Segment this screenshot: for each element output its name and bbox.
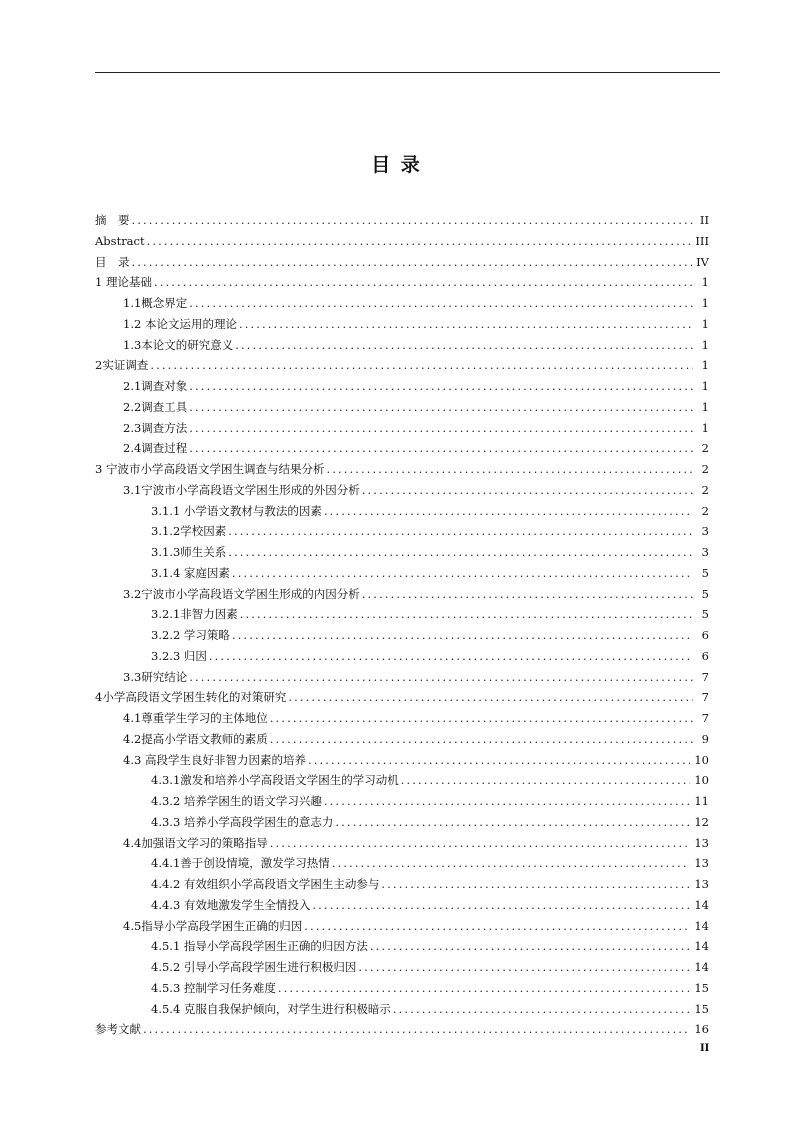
toc-entry[interactable]: [95, 1019, 709, 1040]
toc-dot-leader: [189, 397, 693, 418]
toc-entry[interactable]: [95, 252, 709, 273]
toc-entry-page: 7: [701, 669, 709, 684]
toc-entry[interactable]: [95, 916, 709, 937]
toc-dot-leader: [270, 833, 691, 854]
toc-entry-page: II: [699, 213, 709, 227]
page-title: 目 录: [371, 154, 422, 176]
toc-dot-leader: [324, 501, 693, 522]
toc-dot-leader: [189, 376, 693, 397]
page-number: II: [700, 1043, 710, 1054]
toc-entry[interactable]: [95, 584, 709, 605]
toc-entry[interactable]: [95, 770, 709, 791]
toc-entry[interactable]: [95, 397, 709, 418]
toc-entry[interactable]: [95, 625, 709, 646]
toc-entry[interactable]: [95, 999, 709, 1020]
toc-entry-label: 4.1尊重学生学习的主体地位: [123, 711, 268, 725]
toc-entry[interactable]: [95, 501, 709, 522]
toc-dot-leader: [288, 687, 693, 708]
toc-entry-label: 3.1宁波市小学高段语文学困生形成的外因分析: [123, 482, 360, 497]
toc-entry[interactable]: [95, 750, 709, 771]
toc-entry-label: 4.3.2 培养学困生的语文学习兴趣: [151, 794, 322, 808]
toc-entry-page: 11: [694, 794, 709, 808]
toc-entry-page: 13: [694, 877, 709, 891]
toc-entry-label: 2.2调查工具: [123, 399, 188, 414]
toc-entry-label: 1.3本论文的研究意义: [123, 337, 234, 352]
toc-dot-leader: [312, 895, 690, 916]
toc-entry-page: 1: [701, 316, 709, 331]
toc-entry-label: 1.1概念界定: [123, 296, 188, 310]
toc-dot-leader: [240, 604, 693, 625]
toc-entry-page: IV: [696, 254, 709, 269]
toc-entry-label: 4.2提高小学语文教师的素质: [123, 731, 268, 746]
toc-entry-label: 4.4.1善于创设情境，激发学习热情: [151, 856, 330, 871]
toc-entry-page: 13: [694, 835, 709, 850]
toc-entry-page: 13: [694, 856, 709, 871]
toc-entry-label: 3.2.2 学习策略: [151, 628, 230, 642]
toc-dot-leader: [228, 521, 693, 542]
toc-entry[interactable]: [95, 459, 709, 480]
toc-dot-leader: [189, 438, 693, 459]
toc-entry[interactable]: [95, 957, 709, 978]
toc-entry-page: 1: [701, 379, 709, 393]
toc-entry-page: 15: [694, 980, 709, 995]
toc-entry-page: 2: [701, 482, 709, 497]
toc-entry-label: 3.1.4 家庭因素: [151, 565, 230, 580]
toc-entry[interactable]: [95, 833, 709, 854]
toc-entry[interactable]: [95, 314, 709, 335]
toc-entry-label: 2.1调查对象: [123, 379, 188, 393]
toc-entry-label: 参考文献: [95, 1022, 141, 1037]
toc-dot-leader: [235, 335, 693, 356]
toc-entry[interactable]: [95, 604, 709, 625]
toc-entry[interactable]: [95, 210, 709, 231]
toc-entry[interactable]: [95, 729, 709, 750]
toc-dot-leader: [308, 750, 690, 771]
toc-dot-leader: [150, 355, 693, 376]
toc-entry[interactable]: [95, 812, 709, 833]
toc-entry-page: 7: [701, 690, 709, 705]
toc-entry[interactable]: [95, 708, 709, 729]
toc-entry-page: 6: [701, 628, 709, 642]
toc-dot-leader: [228, 542, 693, 563]
toc-entry[interactable]: [95, 667, 709, 688]
toc-entry-page: 14: [694, 897, 709, 912]
toc-entry-page: 1: [701, 296, 709, 310]
toc-dot-leader: [132, 252, 693, 273]
toc-entry[interactable]: [95, 791, 709, 812]
toc-entry[interactable]: [95, 687, 709, 708]
toc-entry[interactable]: [95, 936, 709, 957]
toc-entry[interactable]: [95, 521, 709, 542]
toc-entry[interactable]: [95, 563, 709, 584]
toc-entry[interactable]: [95, 646, 709, 667]
toc-entry-page: 15: [694, 1001, 709, 1016]
toc-entry-label: 4.3 高段学生良好非智力因素的培养: [123, 752, 306, 767]
toc-entry-page: 14: [694, 918, 709, 933]
toc-dot-leader: [232, 563, 693, 584]
toc-dot-leader: [270, 729, 693, 750]
toc-dot-leader: [324, 791, 690, 812]
toc-entry-label: Abstract: [95, 233, 145, 248]
toc-entry[interactable]: [95, 438, 709, 459]
toc-entry-page: 12: [694, 814, 709, 829]
toc-entry[interactable]: [95, 335, 709, 356]
toc-entry-page: III: [695, 233, 709, 248]
toc-entry-page: 1: [701, 420, 709, 435]
toc-entry-label: 3.2宁波市小学高段语文学困生形成的内因分析: [123, 586, 360, 601]
toc-dot-leader: [326, 459, 693, 480]
toc-entry-page: 3: [701, 545, 709, 559]
toc-entry-label: 3.1.3师生关系: [151, 545, 227, 559]
toc-entry-page: 2: [701, 441, 709, 456]
toc-dot-leader: [335, 812, 690, 833]
toc-entry-label: 3.2.1非智力因素: [151, 607, 238, 622]
toc-entry-label: 4.5.2 引导小学高段学困生进行积极归因: [151, 960, 357, 974]
toc-dot-leader: [278, 978, 690, 999]
toc-dot-leader: [239, 314, 693, 335]
toc-entry-label: 3.1.1 小学语文教材与教法的因素: [151, 503, 322, 518]
toc-entry[interactable]: [95, 293, 709, 314]
toc-dot-leader: [147, 231, 692, 252]
toc-dot-leader: [362, 584, 693, 605]
toc-entry-label: 3.3研究结论: [123, 669, 188, 684]
toc-entry-page: 10: [694, 773, 709, 788]
toc-entry-label: 2实证调查: [95, 358, 149, 373]
toc-entry-label: 4.4加强语文学习的策略指导: [123, 835, 268, 850]
toc-entry[interactable]: [95, 895, 709, 916]
toc-entry[interactable]: [95, 272, 709, 293]
toc-entry-label: 1 理论基础: [95, 275, 152, 290]
toc-entry[interactable]: [95, 231, 709, 252]
toc-entry[interactable]: [95, 853, 709, 874]
toc-entry[interactable]: [95, 480, 709, 501]
toc-entry-label: 目 录: [95, 254, 130, 269]
toc-entry[interactable]: [95, 874, 709, 895]
toc-dot-leader: [304, 916, 690, 937]
toc-entry-label: 4.5指导小学高段学困生正确的归因: [123, 918, 303, 933]
toc-dot-leader: [132, 210, 694, 231]
toc-entry-label: 4.3.3 培养小学高段学困生的意志力: [151, 814, 334, 829]
toc-entry-page: 2: [701, 462, 709, 476]
toc-dot-leader: [154, 272, 693, 293]
toc-entry-label: 4.4.3 有效地激发学生全情投入: [151, 897, 311, 912]
toc-dot-leader: [209, 646, 693, 667]
toc-entry-page: 14: [694, 939, 709, 954]
toc-entry-label: 4.3.1激发和培养小学高段语文学困生的学习动机: [151, 773, 399, 788]
toc-entry-label: 3.2.3 归因: [151, 648, 207, 663]
toc-entry-page: 1: [701, 358, 709, 373]
toc-entry-label: 2.4调查过程: [123, 441, 188, 456]
toc-entry-label: 2.3调查方法: [123, 420, 188, 435]
toc-entry-page: 1: [701, 275, 709, 290]
toc-entry-label: 4.4.2 有效组织小学高段语文学困生主动参与: [151, 877, 380, 891]
toc-dot-leader: [362, 480, 693, 501]
toc-entry-page: 2: [701, 503, 709, 518]
toc-dot-leader: [189, 293, 693, 314]
toc-entry[interactable]: [95, 418, 709, 439]
toc-entry-label: 4.5.1 指导小学高段学困生正确的归因方法: [151, 939, 368, 954]
toc-entry-page: 9: [701, 731, 709, 746]
toc-dot-leader: [393, 999, 690, 1020]
toc-dot-leader: [332, 853, 691, 874]
table-of-contents: [95, 210, 709, 1040]
toc-entry-page: 1: [701, 399, 709, 414]
toc-entry-label: 3.1.2学校因素: [151, 524, 227, 539]
toc-entry-page: 10: [694, 752, 709, 767]
toc-entry-page: 16: [694, 1022, 709, 1037]
toc-entry-page: 5: [701, 565, 709, 580]
toc-dot-leader: [270, 708, 693, 729]
toc-entry-label: 4小学高段语文学困生转化的对策研究: [95, 690, 287, 705]
toc-entry-label: 4.5.4 克服自我保护倾向，对学生进行积极暗示: [151, 1001, 391, 1016]
toc-entry-label: 4.5.3 控制学习任务难度: [151, 980, 276, 995]
toc-entry-page: 5: [701, 607, 709, 622]
toc-entry[interactable]: [95, 978, 709, 999]
toc-entry[interactable]: [95, 355, 709, 376]
toc-entry-label: 3 宁波市小学高段语文学困生调查与结果分析: [95, 462, 325, 476]
toc-dot-leader: [189, 667, 693, 688]
toc-entry[interactable]: [95, 542, 709, 563]
toc-entry[interactable]: [95, 376, 709, 397]
toc-entry-label: 1.2 本论文运用的理论: [123, 316, 237, 331]
toc-entry-page: 3: [701, 524, 709, 539]
toc-entry-page: 6: [701, 648, 709, 663]
toc-dot-leader: [189, 418, 693, 439]
toc-entry-label: 摘 要: [95, 213, 130, 227]
toc-dot-leader: [143, 1019, 690, 1040]
toc-entry-page: 1: [701, 337, 709, 352]
toc-dot-leader: [232, 625, 693, 646]
toc-dot-leader: [370, 936, 690, 957]
toc-dot-leader: [381, 874, 690, 895]
toc-dot-leader: [358, 957, 690, 978]
toc-entry-page: 7: [701, 711, 709, 725]
header-rule: [95, 72, 720, 73]
toc-entry-page: 14: [694, 960, 709, 974]
toc-entry-page: 5: [701, 586, 709, 601]
toc-dot-leader: [401, 770, 691, 791]
